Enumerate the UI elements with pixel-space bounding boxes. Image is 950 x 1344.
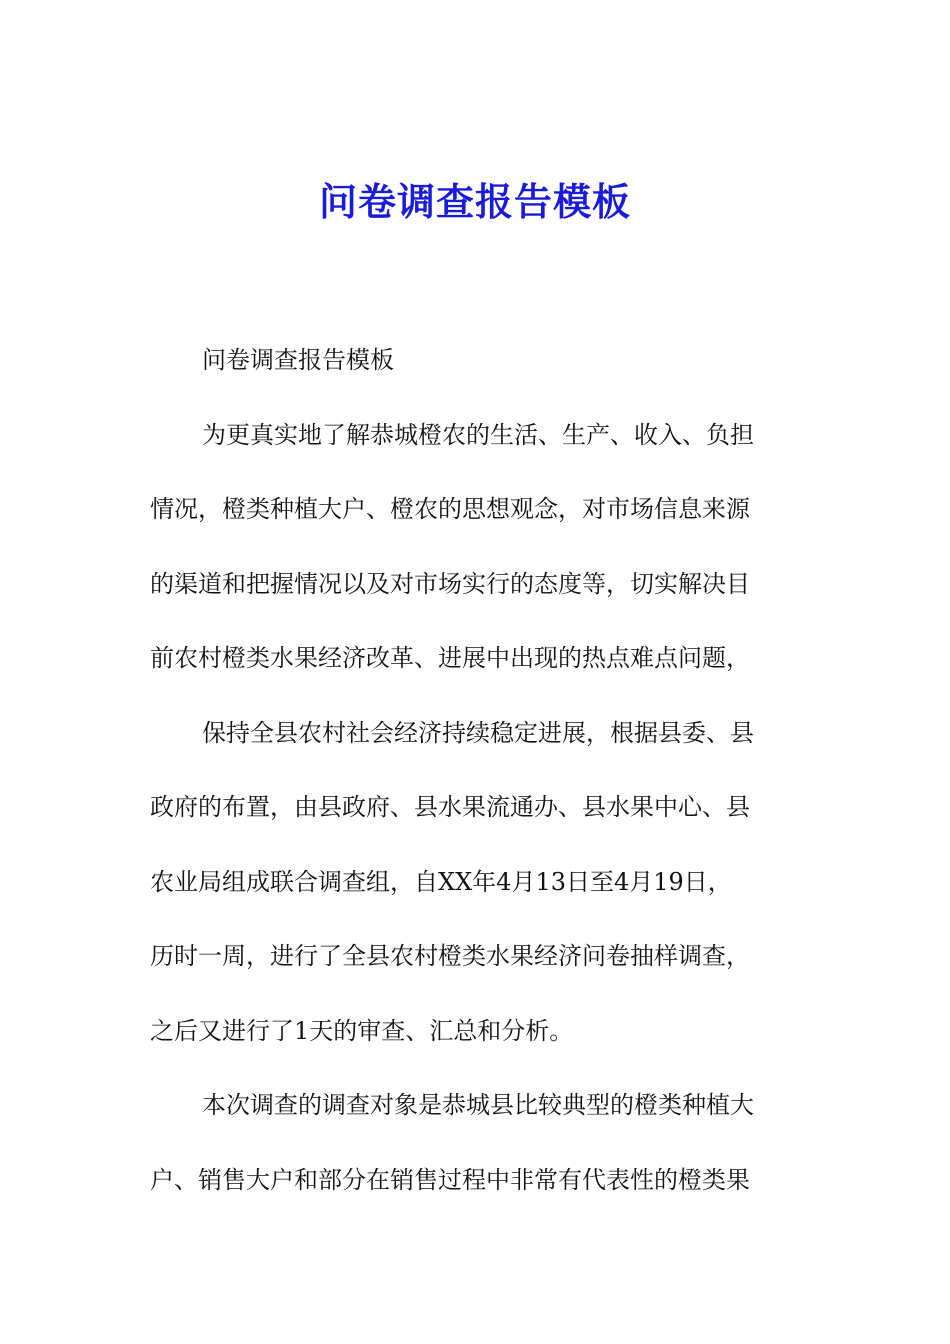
body-line: 农业局组成联合调查组，自XX年4月13日至4月19日， [150,867,732,896]
body-line: 本次调查的调查对象是恭城县比较典型的橙类种植大 [202,1091,754,1119]
body-line: 户、销售大户和部分在销售过程中非常有代表性的橙类果 [150,1165,750,1194]
body-line: 前农村橙类水果经济改革、进展中出现的热点难点问题， [150,644,750,672]
body-line: 为更真实地了解恭城橙农的生活、生产、收入、负担 [202,420,754,449]
body-line: 问卷调查报告模板 [202,346,394,374]
body-line: 情况，橙类种植大户、橙农的思想观念，对市场信息来源 [150,495,750,523]
document-body [150,323,800,1217]
body-line: 之后又进行了1天的审查、汇总和分析。 [150,1016,574,1045]
body-line: 保持全县农村社会经济持续稳定进展，根据县委、县 [202,718,754,747]
body-line: 历时一周，进行了全县农村橙类水果经济问卷抽样调查， [150,942,750,970]
body-line: 的渠道和把握情况以及对市场实行的态度等，切实解决目 [150,569,750,598]
body-line: 政府的布置，由县政府、县水果流通办、县水果中心、县 [150,793,750,821]
document-title: 问卷调查报告模板 [318,179,631,224]
